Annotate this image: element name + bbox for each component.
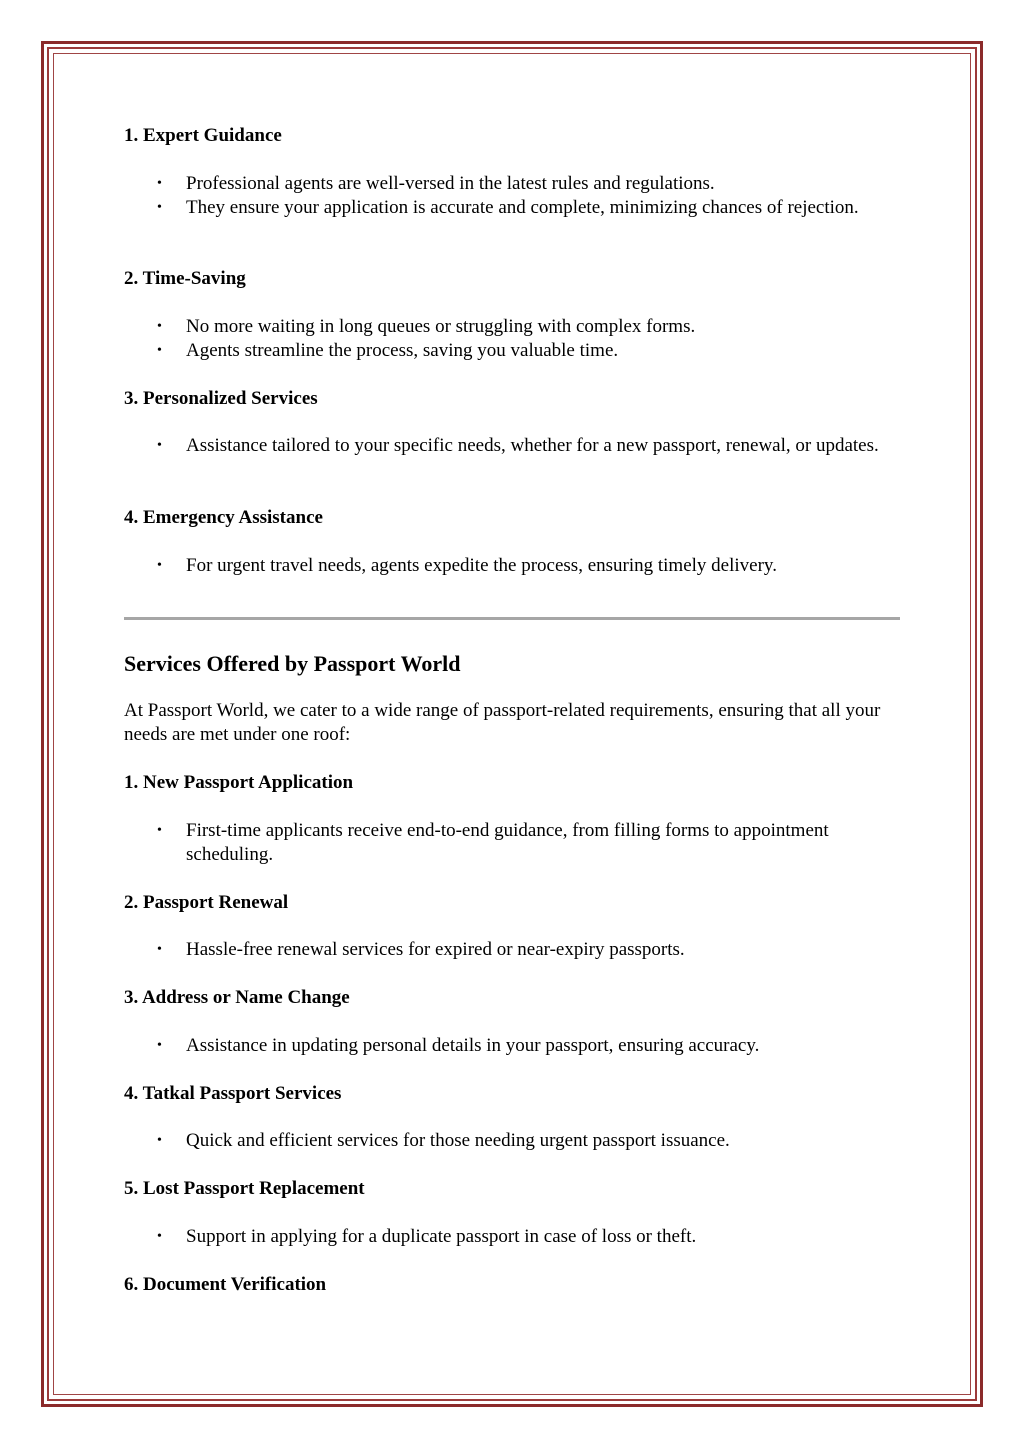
bullet-text: No more waiting in long queues or struggling with complex forms. [186,316,696,337]
section1-list-1 [124,172,900,220]
service-heading-2: 2. Passport Renewal [124,892,289,913]
bullet-text: Hassle-free renewal services for expired or near-expiry passports. [186,939,685,960]
section1-heading-3: 3. Personalized Services [124,388,318,409]
bullet-icon: • [157,343,162,358]
list-item [124,1129,900,1153]
list-item [124,938,900,962]
section-title: Services Offered by Passport World [124,651,461,676]
bullet-text: First-time applicants receive end-to-end guidance, from filling forms to appointment scheduling. [186,820,829,865]
section1-heading-4: 4. Emergency Assistance [124,507,323,528]
list-item [124,339,900,363]
bullet-text: Quick and efficient services for those needing urgent passport issuance. [186,1130,730,1151]
section1-list-2 [124,315,900,363]
bullet-icon: • [157,1133,162,1148]
list-item [124,819,900,867]
list-item [124,434,900,458]
section1-list-3 [124,434,900,458]
bullet-text: Professional agents are well-versed in the latest rules and regulations. [186,173,715,194]
bullet-icon: • [157,319,162,334]
service-list-5 [124,1225,900,1249]
bullet-icon: • [157,1229,162,1244]
bullet-text: For urgent travel needs, agents expedite the process, ensuring timely delivery. [186,555,777,576]
service-list-4 [124,1129,900,1153]
section1-heading-2: 2. Time-Saving [124,268,246,289]
bullet-icon: • [157,942,162,957]
bullet-text: Support in applying for a duplicate passport in case of loss or theft. [186,1226,697,1247]
horizontal-rule [124,617,900,620]
bullet-text: They ensure your application is accurate and complete, minimizing chances of rejection. [186,197,859,218]
bullet-icon: • [157,558,162,573]
section1-heading-1: 1. Expert Guidance [124,125,282,146]
service-heading-3: 3. Address or Name Change [124,987,350,1008]
intro-paragraph: At Passport World, we cater to a wide range of passport-related requirements, ensuring that all your needs are met under one roof: [124,700,881,745]
bullet-text: Assistance in updating personal details in your passport, ensuring accuracy. [186,1035,760,1056]
bullet-text: Assistance tailored to your specific needs, whether for a new passport, renewal, or updates. [186,435,879,456]
bullet-icon: • [157,823,162,838]
service-heading-6: 6. Document Verification [124,1274,327,1295]
list-item [124,1225,900,1249]
list-item [124,554,900,578]
service-heading-4: 4. Tatkal Passport Services [124,1083,342,1104]
service-list-1 [124,819,900,867]
service-list-3 [124,1034,900,1058]
section1-list-4 [124,554,900,578]
list-item [124,172,900,196]
bullet-icon: • [157,200,162,215]
service-list-2 [124,938,900,962]
service-heading-5: 5. Lost Passport Replacement [124,1178,365,1199]
bullet-icon: • [157,438,162,453]
bullet-icon: • [157,1038,162,1053]
bullet-icon: • [157,176,162,191]
bullet-text: Agents streamline the process, saving you valuable time. [186,340,619,361]
list-item [124,1034,900,1058]
list-item [124,315,900,339]
list-item [124,196,900,220]
service-heading-1: 1. New Passport Application [124,772,354,793]
